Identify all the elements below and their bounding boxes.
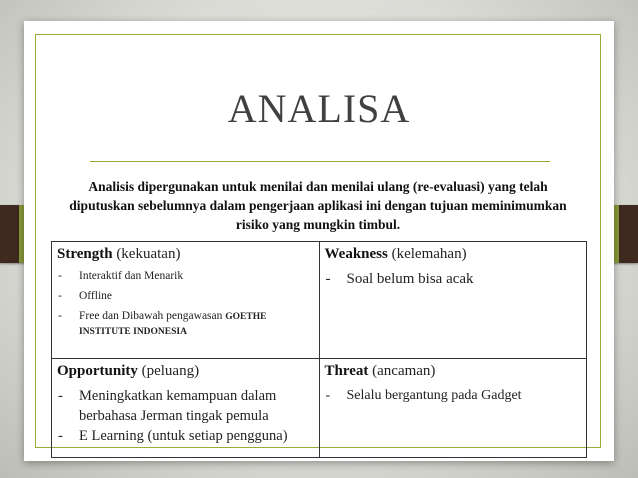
threat-note: (ancaman) [368,362,436,379]
strength-item-text: Free dan Dibawah pengawasan [79,310,226,322]
strength-heading: Strength [57,246,113,262]
swot-row-top [52,242,587,359]
swot-table [51,241,587,458]
opportunity-item: - E Learning (untuk setiap pengguna) [57,426,314,446]
weakness-item: - Soal belum bisa acak [325,269,582,289]
opportunity-list [57,386,314,446]
weakness-cell [319,242,587,359]
strength-item-org: GOETHE INSTITUTE INDONESIA [79,312,267,337]
strength-item: - Interaktif dan Menarik [57,269,314,283]
left-decorative-tab [0,205,26,263]
slide-title: ANALISA [227,86,411,131]
opportunity-item: - Meningkatkan kemampuan dalam berbahasa Jerman tingak pemula [57,386,314,426]
slide [24,21,614,461]
threat-cell [319,358,587,457]
strength-item: - Offline [57,289,314,303]
right-decorative-tab [612,205,638,263]
opportunity-header [57,362,314,381]
weakness-note: (kelemahan) [387,246,467,262]
threat-list [325,386,582,406]
opportunity-heading: Opportunity [57,362,138,379]
intro-paragraph: Analisis dipergunakan untuk menilai dan menilai ulang (re-evaluasi) yang telah diputuskan sebelumnya dalam pengerjaan aplikasi ini dengan tujuan meminimumkan risiko yang mungkin timbul. [69,179,567,232]
threat-header [325,362,582,381]
weakness-header [325,245,582,264]
strength-item [57,309,314,339]
threat-heading: Threat [324,362,369,379]
weakness-heading: Weakness [324,246,388,262]
strength-list [57,269,314,339]
weakness-list [325,269,582,289]
strength-cell [52,242,320,359]
opportunity-cell [52,358,320,457]
strength-header [57,245,314,264]
swot-row-bottom [52,358,587,457]
title-underline [90,161,550,162]
threat-item: - Selalu bergantung pada Gadget [325,386,582,406]
opportunity-note: (peluang) [137,362,200,379]
strength-note: (kekuatan) [112,246,181,262]
